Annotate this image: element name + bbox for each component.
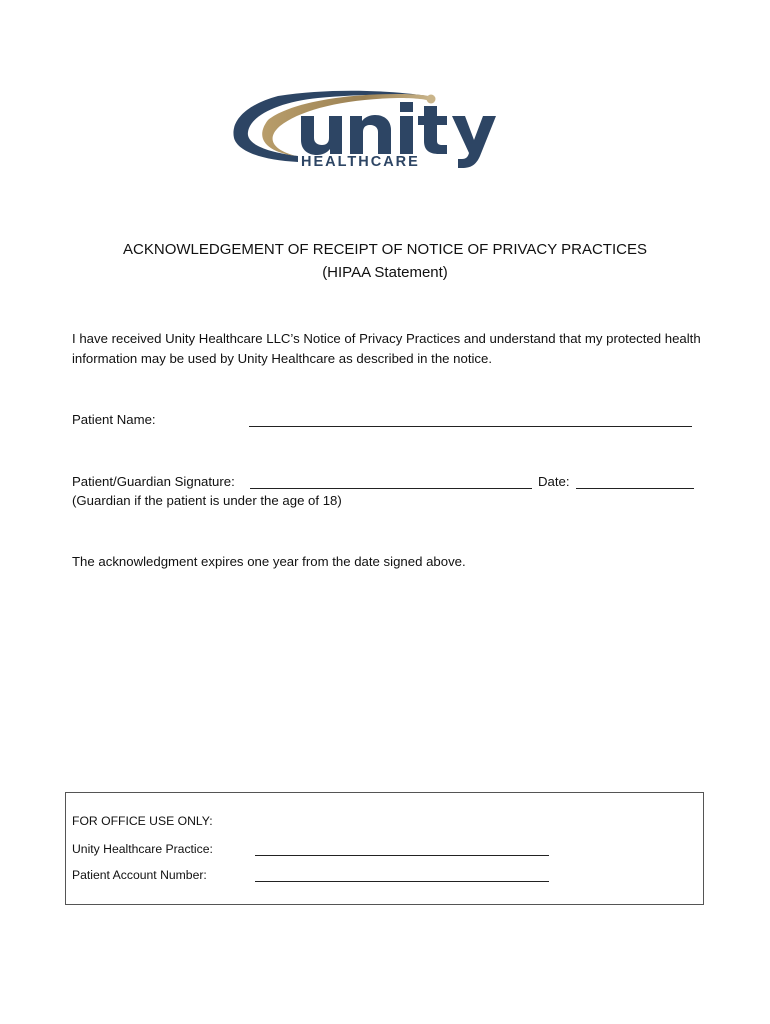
date-line[interactable] [576, 476, 694, 489]
logo-graphic [228, 86, 548, 172]
privacy-statement: I have received Unity Healthcare LLC’s Notice of Privacy Practices and understand that my protected health information may be used by Unity Healthcare as described in the notice. [72, 331, 701, 366]
document-subtitle: (HIPAA Statement) [322, 264, 448, 281]
date-label: Date: [538, 474, 570, 489]
logo-subword [228, 172, 229, 173]
account-line[interactable] [255, 869, 549, 882]
unity-healthcare-logo [228, 86, 548, 172]
patient-name-row [72, 412, 156, 427]
svg-text:HEALTHCARE: HEALTHCARE [301, 154, 420, 170]
practice-label: Unity Healthcare Practice: [72, 842, 213, 856]
signature-line[interactable] [250, 476, 532, 489]
account-label: Patient Account Number: [72, 868, 207, 882]
document-title: ACKNOWLEDGEMENT OF RECEIPT OF NOTICE OF PRIVACY PRACTICES [123, 241, 647, 258]
patient-name-line[interactable] [249, 414, 692, 427]
guardian-note: (Guardian if the patient is under the age of 18) [72, 493, 342, 508]
signature-label: Patient/Guardian Signature: [72, 474, 235, 489]
expiry-note: The acknowledgment expires one year from the date signed above. [72, 554, 466, 569]
logo-word [228, 172, 229, 173]
document-title-block [0, 238, 770, 284]
signature-row [72, 474, 235, 489]
patient-name-label: Patient Name: [72, 412, 156, 427]
date-row [538, 474, 570, 489]
office-use-heading: FOR OFFICE USE ONLY: [72, 814, 213, 828]
practice-line[interactable] [255, 843, 549, 856]
